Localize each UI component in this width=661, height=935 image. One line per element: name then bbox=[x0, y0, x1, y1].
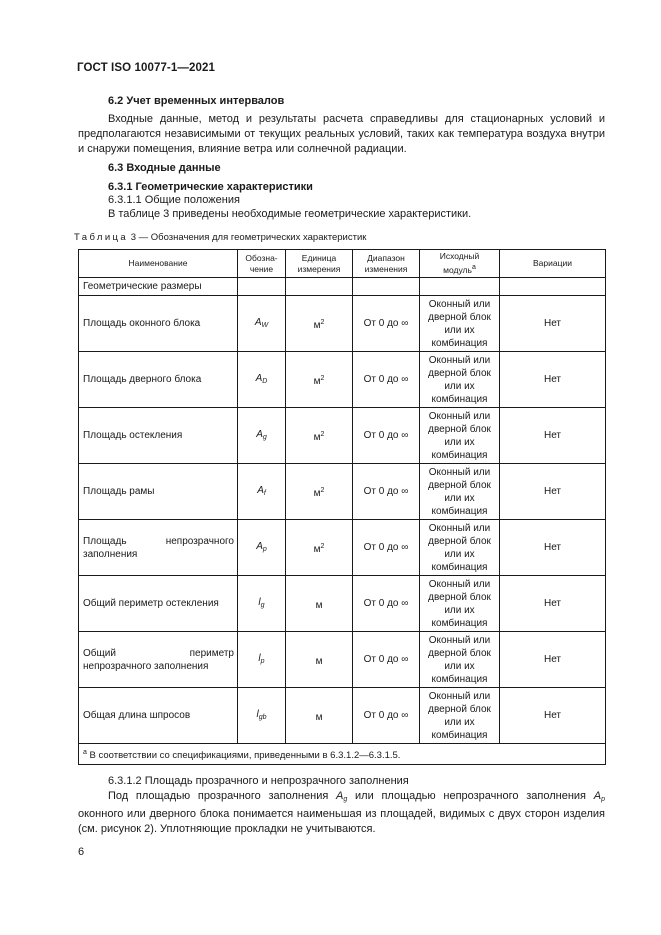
row-symbol: $A_p$ bbox=[238, 520, 286, 576]
table-caption-text: 3 — Обозначения для геометрических характеристик bbox=[130, 232, 367, 243]
table-footnote-row bbox=[79, 744, 606, 765]
table-row bbox=[79, 464, 606, 520]
row-symbol: $l_g$ bbox=[238, 576, 286, 632]
row-variations: Нет bbox=[500, 520, 606, 576]
row-variations: Нет bbox=[500, 408, 606, 464]
header-variations: Вариации bbox=[500, 250, 606, 278]
row-module: Оконный или дверной блок или их комбинация bbox=[420, 464, 500, 520]
row-range: От 0 до ∞ bbox=[353, 688, 420, 744]
row-name: Общий периметр остекления bbox=[79, 576, 238, 632]
body-part-2: или площадью непрозрачного заполнения bbox=[347, 790, 594, 802]
row-range: От 0 до ∞ bbox=[353, 352, 420, 408]
table-footnote bbox=[79, 744, 606, 765]
footnote-mark: a bbox=[83, 749, 87, 756]
row-symbol: $A_f$ bbox=[238, 464, 286, 520]
header-range: Диапазон изменения bbox=[353, 250, 420, 278]
row-name: Площадь непрозрачного заполнения bbox=[79, 520, 238, 576]
row-variations: Нет bbox=[500, 688, 606, 744]
table-geometric-characteristics bbox=[78, 249, 606, 765]
row-module: Оконный или дверной блок или их комбинация bbox=[420, 408, 500, 464]
section-6-3-1-2-title: 6.3.1.2 Площадь прозрачного и непрозрачного заполнения bbox=[108, 775, 409, 787]
table-row bbox=[79, 296, 606, 352]
row-module: Оконный или дверной блок или их комбинация bbox=[420, 520, 500, 576]
symbol-ap: $A_p$ bbox=[593, 790, 605, 803]
row-variations: Нет bbox=[500, 352, 606, 408]
table-header-row bbox=[79, 250, 606, 278]
row-name: Площадь рамы bbox=[79, 464, 238, 520]
section-6-3-title: 6.3 Входные данные bbox=[108, 162, 221, 174]
row-unit: $м^2$ bbox=[286, 408, 353, 464]
row-unit: м bbox=[286, 688, 353, 744]
row-variations: Нет bbox=[500, 464, 606, 520]
section-6-2-body: Входные данные, метод и результаты расчета справедливы для стационарных условий и предполагаются независимыми от текущих реальных условий, таких как температура воздуха внутри и снаружи помещения, влияние ветра или солнечной радиации. bbox=[78, 113, 605, 155]
row-range: От 0 до ∞ bbox=[353, 520, 420, 576]
header-symbol: Обозна-чение bbox=[238, 250, 286, 278]
header-module bbox=[420, 250, 500, 278]
section-6-3-1-2-body bbox=[78, 789, 605, 837]
row-symbol: $A_g$ bbox=[238, 408, 286, 464]
table-row bbox=[79, 408, 606, 464]
row-name: Площадь остекления bbox=[79, 408, 238, 464]
row-unit: $м^2$ bbox=[286, 464, 353, 520]
row-symbol: $l_p$ bbox=[238, 632, 286, 688]
header-module-footnote-mark: a bbox=[471, 264, 476, 271]
row-variations: Нет bbox=[500, 576, 606, 632]
section-6-3-1-intro: В таблице 3 приведены необходимые геометрические характеристики. bbox=[108, 208, 472, 220]
row-name: Общий периметр непрозрачного заполнения bbox=[79, 632, 238, 688]
row-module: Оконный или дверной блок или их комбинация bbox=[420, 352, 500, 408]
row-range: От 0 до ∞ bbox=[353, 576, 420, 632]
header-name: Наименование bbox=[79, 250, 238, 278]
row-module: Оконный или дверной блок или их комбинация bbox=[420, 688, 500, 744]
table-row bbox=[79, 576, 606, 632]
footnote-text: В соответствии со спецификациями, приведенными в 6.3.1.2—6.3.1.5. bbox=[89, 750, 401, 761]
row-symbol: $A_D$ bbox=[238, 352, 286, 408]
section-6-3-1-1-title: 6.3.1.1 Общие положения bbox=[108, 194, 240, 206]
row-module: Оконный или дверной блок или их комбинация bbox=[420, 296, 500, 352]
row-symbol: $A_W$ bbox=[238, 296, 286, 352]
table-row bbox=[79, 520, 606, 576]
row-variations: Нет bbox=[500, 296, 606, 352]
section-6-3-1-title: 6.3.1 Геометрические характеристики bbox=[108, 181, 313, 193]
row-name: Общая длина шпросов bbox=[79, 688, 238, 744]
table-row bbox=[79, 688, 606, 744]
body-part-1: Под площадью прозрачного заполнения bbox=[108, 790, 337, 802]
row-unit: $м^2$ bbox=[286, 296, 353, 352]
row-symbol: $l_{gb}$ bbox=[238, 688, 286, 744]
row-range: От 0 до ∞ bbox=[353, 296, 420, 352]
section-6-2-title: 6.2 Учет временных интервалов bbox=[108, 95, 285, 107]
row-module: Оконный или дверной блок или их комбинация bbox=[420, 576, 500, 632]
body-part-3: оконного или дверного блока понимается наименьшая из площадей, видимых с двух сторон изделия (см. рисунок 2). Уплотняющие прокладки не учитываются. bbox=[78, 808, 605, 835]
row-range: От 0 до ∞ bbox=[353, 408, 420, 464]
row-range: От 0 до ∞ bbox=[353, 464, 420, 520]
row-module: Оконный или дверной блок или их комбинация bbox=[420, 632, 500, 688]
symbol-ag: $A_g$ bbox=[336, 790, 348, 803]
document-code: ГОСТ ISO 10077-1—2021 bbox=[77, 62, 215, 74]
table-caption bbox=[74, 232, 366, 243]
table-row bbox=[79, 352, 606, 408]
table-caption-prefix: Таблица bbox=[74, 232, 129, 243]
group-label: Геометрические размеры bbox=[79, 278, 238, 296]
row-unit: $м^2$ bbox=[286, 352, 353, 408]
header-module-text: Исходный модуль bbox=[439, 251, 480, 275]
row-variations: Нет bbox=[500, 632, 606, 688]
row-unit: м bbox=[286, 632, 353, 688]
table-row bbox=[79, 632, 606, 688]
header-unit: Единица измерения bbox=[286, 250, 353, 278]
table-group-row bbox=[79, 278, 606, 296]
row-name: Площадь дверного блока bbox=[79, 352, 238, 408]
row-unit: м bbox=[286, 576, 353, 632]
row-range: От 0 до ∞ bbox=[353, 632, 420, 688]
page-number: 6 bbox=[78, 846, 85, 858]
row-name: Площадь оконного блока bbox=[79, 296, 238, 352]
row-unit: $м^2$ bbox=[286, 520, 353, 576]
